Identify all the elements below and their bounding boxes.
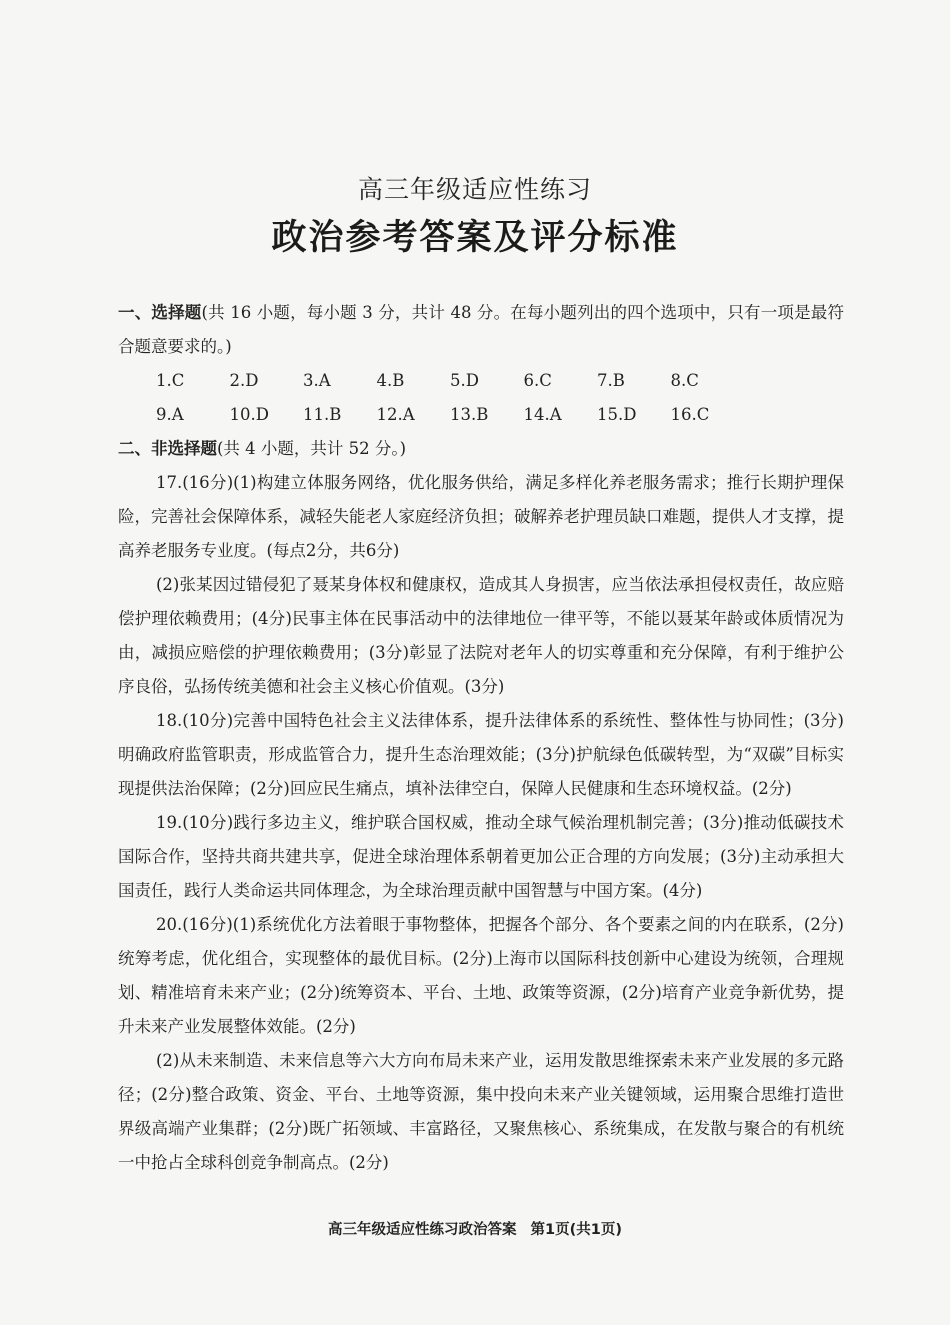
answer-paragraph-17-1: 17.(16分)(1)构建立体服务网络，优化服务供给，满足多样化养老服务需求；推行长期护理保险，完善社会保障体系，减轻失能老人家庭经济负担；破解养老护理员缺口难题，提供人才支撑，提高养老服务专业度。(每点2分，共6分) xyxy=(118,473,844,560)
mc-answers-row-2 xyxy=(118,398,844,432)
mc-answer: 10.D xyxy=(229,405,269,424)
mc-answer: 11.B xyxy=(303,405,342,424)
mc-answer: 15.D xyxy=(597,405,637,424)
mc-answer: 7.B xyxy=(597,371,625,390)
mc-answers-row-1 xyxy=(118,364,844,398)
mc-answer: 3.A xyxy=(303,371,331,390)
mc-answer: 8.C xyxy=(670,371,699,390)
footer-doc-name: 高三年级适应性练习政治答案 xyxy=(328,1222,517,1238)
mc-answer: 14.A xyxy=(523,405,562,424)
footer-page-info: 第1页(共1页) xyxy=(530,1222,622,1238)
mc-answer: 12.A xyxy=(376,405,415,424)
page-footer xyxy=(0,1218,950,1239)
section-1-label: 一、选择题 xyxy=(118,303,202,322)
exam-subtitle: 高三年级适应性练习 xyxy=(357,175,592,204)
section-1-desc: (共 16 小题，每小题 3 分，共计 48 分。在每小题列出的四个选项中，只有一项是最符合题意要求的。) xyxy=(118,303,844,356)
answer-paragraph-20-2: (2)从未来制造、未来信息等六大方向布局未来产业，运用发散思维探索未来产业发展的多元路径；(2分)整合政策、资金、平台、土地等资源，集中投向未来产业关键领域，运用聚合思维打造世界级高端产业集群；(2分)既广拓领域、丰富路径，又聚焦核心、系统集成，在发散与聚合的有机统一中抢占全球科创竞争制高点。(2分) xyxy=(118,1051,844,1172)
answer-body xyxy=(118,296,844,1180)
section-2-heading xyxy=(118,432,844,466)
answer-paragraph-17-2: (2)张某因过错侵犯了聂某身体权和健康权，造成其人身损害，应当依法承担侵权责任，故应赔偿护理依赖费用；(4分)民事主体在民事活动中的法律地位一律平等，不能以聂某年龄或体质情况为由，减损应赔偿的护理依赖费用；(3分)彰显了法院对老年人的切实尊重和充分保障，有利于维护公序良俗，弘扬传统美德和社会主义核心价值观。(3分) xyxy=(118,575,844,696)
answer-paragraph-18: 18.(10分)完善中国特色社会主义法律体系，提升法律体系的系统性、整体性与协同性；(3分)明确政府监管职责，形成监管合力，提升生态治理效能；(3分)护航绿色低碳转型，为“双碳”目标实现提供法治保障；(2分)回应民生痛点，填补法律空白，保障人民健康和生态环境权益。(2分) xyxy=(118,711,844,798)
section-2-label: 二、非选择题 xyxy=(118,439,217,458)
section-1-heading xyxy=(118,296,844,364)
mc-answer: 6.C xyxy=(523,371,552,390)
mc-answer: 5.D xyxy=(450,371,479,390)
mc-answer: 4.B xyxy=(376,371,405,390)
answer-paragraph-20-1: 20.(16分)(1)系统优化方法着眼于事物整体，把握各个部分、各个要素之间的内在联系，(2分)统筹考虑，优化组合，实现整体的最优目标。(2分)上海市以国际科技创新中心建设为统领，合理规划、精准培育未来产业；(2分)统筹资本、平台、土地、政策等资源，(2分)培育产业竞争新优势，提升未来产业发展整体效能。(2分) xyxy=(118,915,844,1036)
mc-answer: 1.C xyxy=(156,371,185,390)
mc-answer: 13.B xyxy=(450,405,489,424)
mc-answer: 9.A xyxy=(156,405,184,424)
page-title: 政治参考答案及评分标准 xyxy=(271,218,679,258)
mc-answer: 16.C xyxy=(670,405,710,424)
answer-paragraph-19: 19.(10分)践行多边主义，维护联合国权威，推动全球气候治理机制完善；(3分)推动低碳技术国际合作，坚持共商共建共享，促进全球治理体系朝着更加公正合理的方向发展；(3分)主动承担大国责任，践行人类命运共同体理念，为全球治理贡献中国智慧与中国方案。(4分) xyxy=(118,813,844,900)
mc-answer: 2.D xyxy=(229,371,259,390)
section-2-desc: (共 4 小题，共计 52 分。) xyxy=(217,439,407,458)
